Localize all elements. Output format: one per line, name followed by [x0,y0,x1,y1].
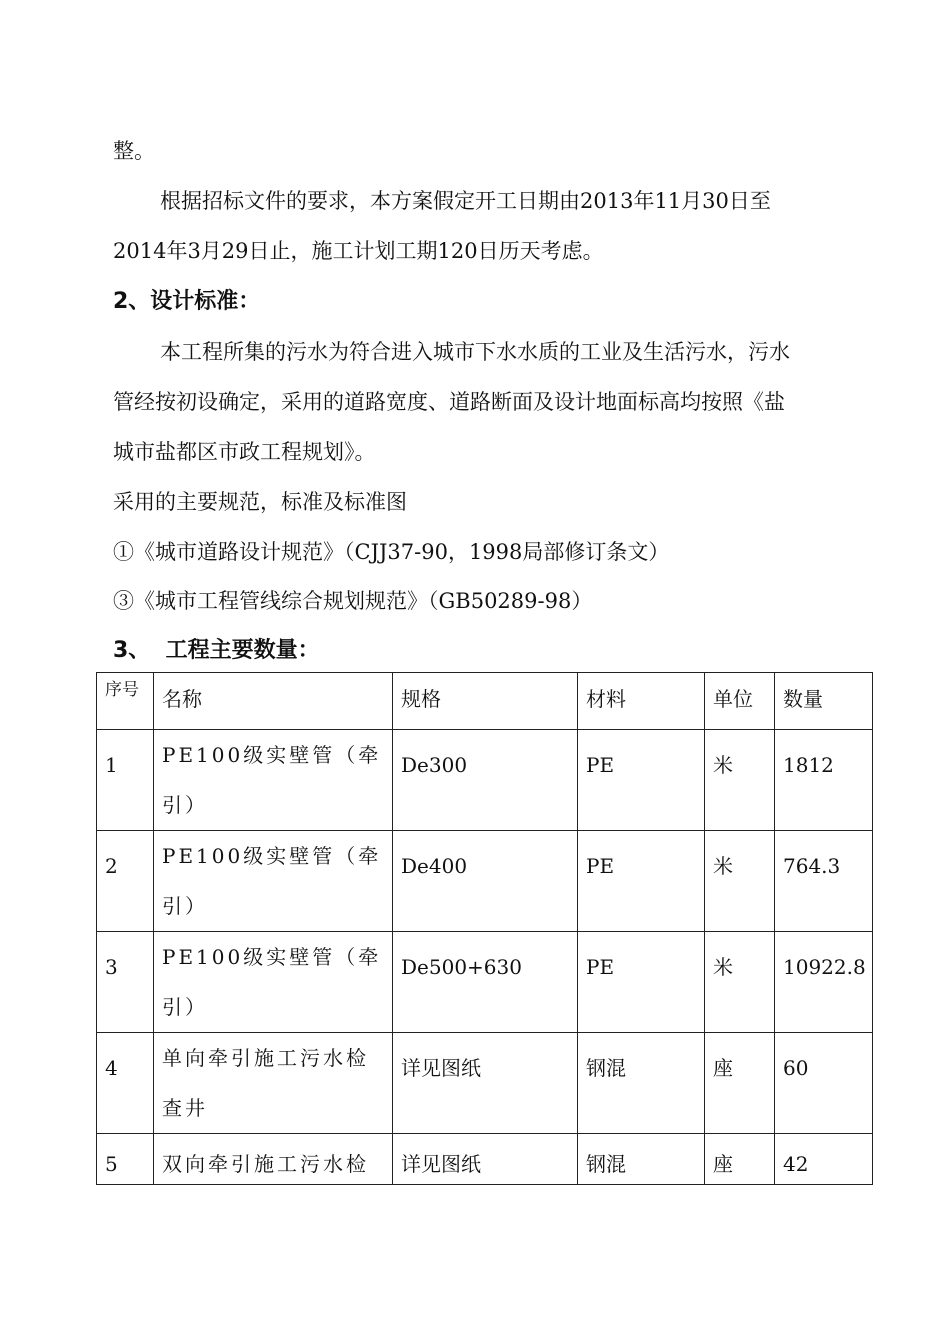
table-row [97,932,873,1033]
cell-material: 钢混 [578,1134,705,1185]
cell-spec: 详见图纸 [393,1134,578,1185]
schedule-paragraph-line-2: 2014年3月29日止，施工计划工期120日历天考虑。 [113,239,604,263]
cell-seq: 3 [97,932,154,1033]
quantity-table [96,672,873,1185]
standard-item-1: ①《城市道路设计规范》（CJJ37-90，1998局部修订条文） [113,540,670,564]
cell-qty: 42 [775,1134,873,1185]
cell-unit: 米 [705,932,775,1033]
section-heading-quantities: 3、 工程主要数量： [113,638,320,663]
cell-qty: 764.3 [775,831,873,932]
standards-intro: 采用的主要规范，标准及标准图 [113,490,407,514]
table-header-row [97,673,873,730]
cell-qty: 1812 [775,730,873,831]
header-qty: 数量 [775,673,873,730]
design-paragraph-line-3: 城市盐都区市政工程规划》。 [113,440,376,464]
header-seq: 序号 [97,673,154,730]
cell-unit: 座 [705,1134,775,1185]
cell-name [154,831,393,932]
header-spec: 规格 [393,673,578,730]
cell-name-text: PE100级实壁管（牵引） [162,844,382,918]
schedule-paragraph-line-1: 根据招标文件的要求，本方案假定开工日期由2013年11月30日至 [160,189,771,213]
cell-unit: 米 [705,730,775,831]
cell-spec: De400 [393,831,578,932]
cell-material: PE [578,730,705,831]
cell-qty: 10922.8 [775,932,873,1033]
cell-material: PE [578,831,705,932]
cell-spec: De300 [393,730,578,831]
cell-seq: 4 [97,1033,154,1134]
cell-unit: 米 [705,831,775,932]
standard-item-3: ③《城市工程管线综合规划规范》（GB50289-98） [113,589,593,613]
table-row [97,1134,873,1185]
cell-seq: 5 [97,1134,154,1185]
cell-unit: 座 [705,1033,775,1134]
cell-name-text: PE100级实壁管（牵引） [162,945,382,1019]
design-paragraph-line-2: 管经按初设确定，采用的道路宽度、道路断面及设计地面标高均按照《盐 [113,390,785,414]
cell-name [154,730,393,831]
cell-name-text: PE100级实壁管（牵引） [162,743,382,817]
cell-seq: 2 [97,831,154,932]
cell-name-text: 单向牵引施工污水检查井 [162,1046,369,1120]
header-name: 名称 [154,673,393,730]
cell-spec: De500+630 [393,932,578,1033]
section-heading-design-standard: 2、设计标准： [113,289,261,314]
table-row [97,831,873,932]
cell-name: 双向牵引施工污水检 [154,1134,393,1185]
table-row [97,730,873,831]
table-row [97,1033,873,1134]
cell-name [154,932,393,1033]
paragraph-continuation: 整。 [113,139,155,163]
header-unit: 单位 [705,673,775,730]
cell-name [154,1033,393,1134]
cell-spec: 详见图纸 [393,1033,578,1134]
cell-material: PE [578,932,705,1033]
header-material: 材料 [578,673,705,730]
cell-material: 钢混 [578,1033,705,1134]
design-paragraph-line-1: 本工程所集的污水为符合进入城市下水水质的工业及生活污水，污水 [160,340,790,364]
cell-seq: 1 [97,730,154,831]
cell-qty: 60 [775,1033,873,1134]
